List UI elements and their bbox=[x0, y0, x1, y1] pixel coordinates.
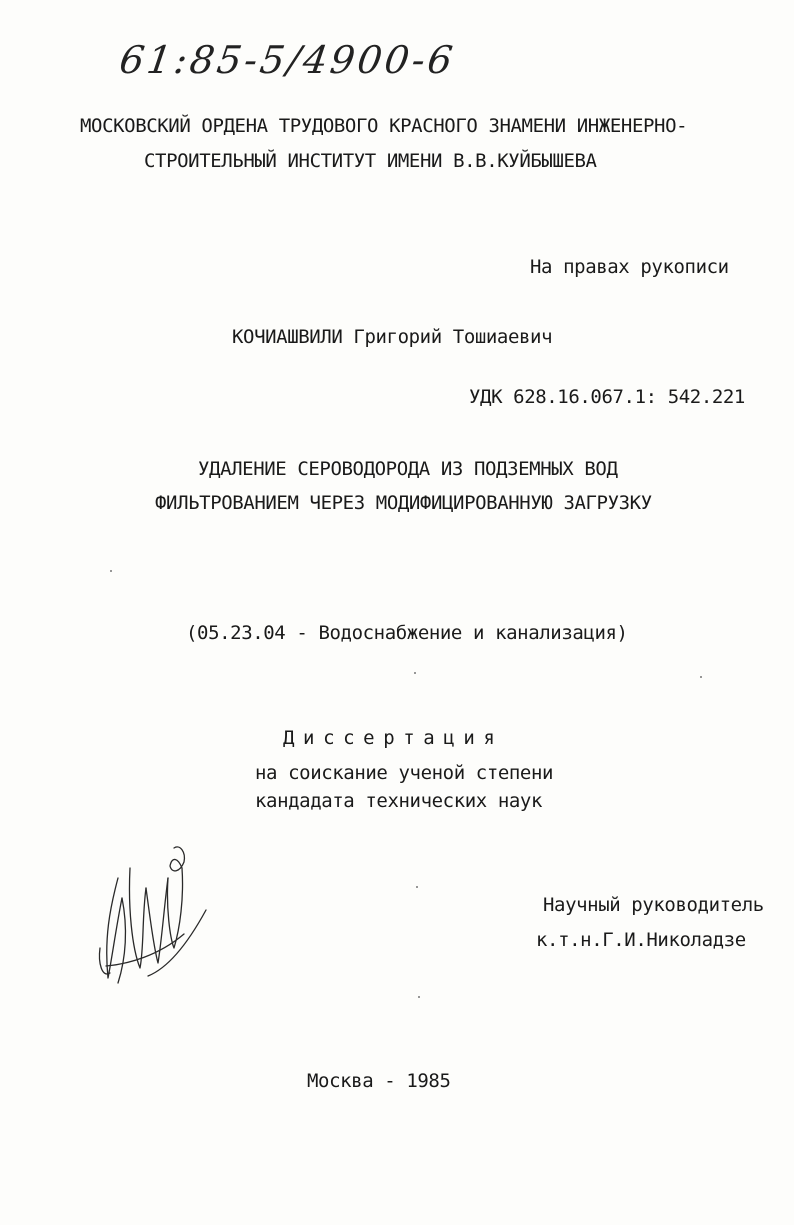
udk-code: УДК 628.16.067.1: 542.221 bbox=[469, 386, 745, 408]
advisor-name: к.т.н.Г.И.Николадзе bbox=[536, 929, 746, 951]
paper-speck bbox=[418, 996, 420, 998]
specialty-code: (05.23.04 - Водоснабжение и канализация) bbox=[186, 622, 628, 644]
title-line-1: УДАЛЕНИЕ СЕРОВОДОРОДА ИЗ ПОДЗЕМНЫХ ВОД bbox=[198, 458, 618, 480]
paper-speck bbox=[414, 672, 416, 674]
archive-code: 61:85-5/4900-6 bbox=[116, 38, 459, 82]
degree-line-2: кандадата технических наук bbox=[255, 790, 543, 812]
signature-icon bbox=[88, 838, 218, 988]
work-type: Диссертация bbox=[283, 727, 504, 749]
paper-speck bbox=[110, 570, 112, 572]
paper-speck bbox=[416, 886, 418, 888]
degree-line-1: на соискание ученой степени bbox=[255, 762, 554, 784]
advisor-title: Научный руководитель bbox=[543, 894, 764, 916]
institute-name-line-2: СТРОИТЕЛЬНЫЙ ИНСТИТУТ ИМЕНИ В.В.КУЙБЫШЕВА bbox=[144, 150, 597, 172]
author-name: КОЧИАШВИЛИ Григорий Тошиаевич bbox=[232, 326, 553, 348]
rights-note: На правах рукописи bbox=[530, 256, 729, 278]
city-year: Москва - 1985 bbox=[307, 1070, 451, 1092]
title-line-2: ФИЛЬТРОВАНИЕМ ЧЕРЕЗ МОДИФИЦИРОВАННУЮ ЗАГРУЗКУ bbox=[155, 492, 652, 514]
paper-speck bbox=[700, 676, 702, 678]
institute-name-line-1: МОСКОВСКИЙ ОРДЕНА ТРУДОВОГО КРАСНОГО ЗНАМЕНИ ИНЖЕНЕРНО- bbox=[80, 115, 688, 137]
